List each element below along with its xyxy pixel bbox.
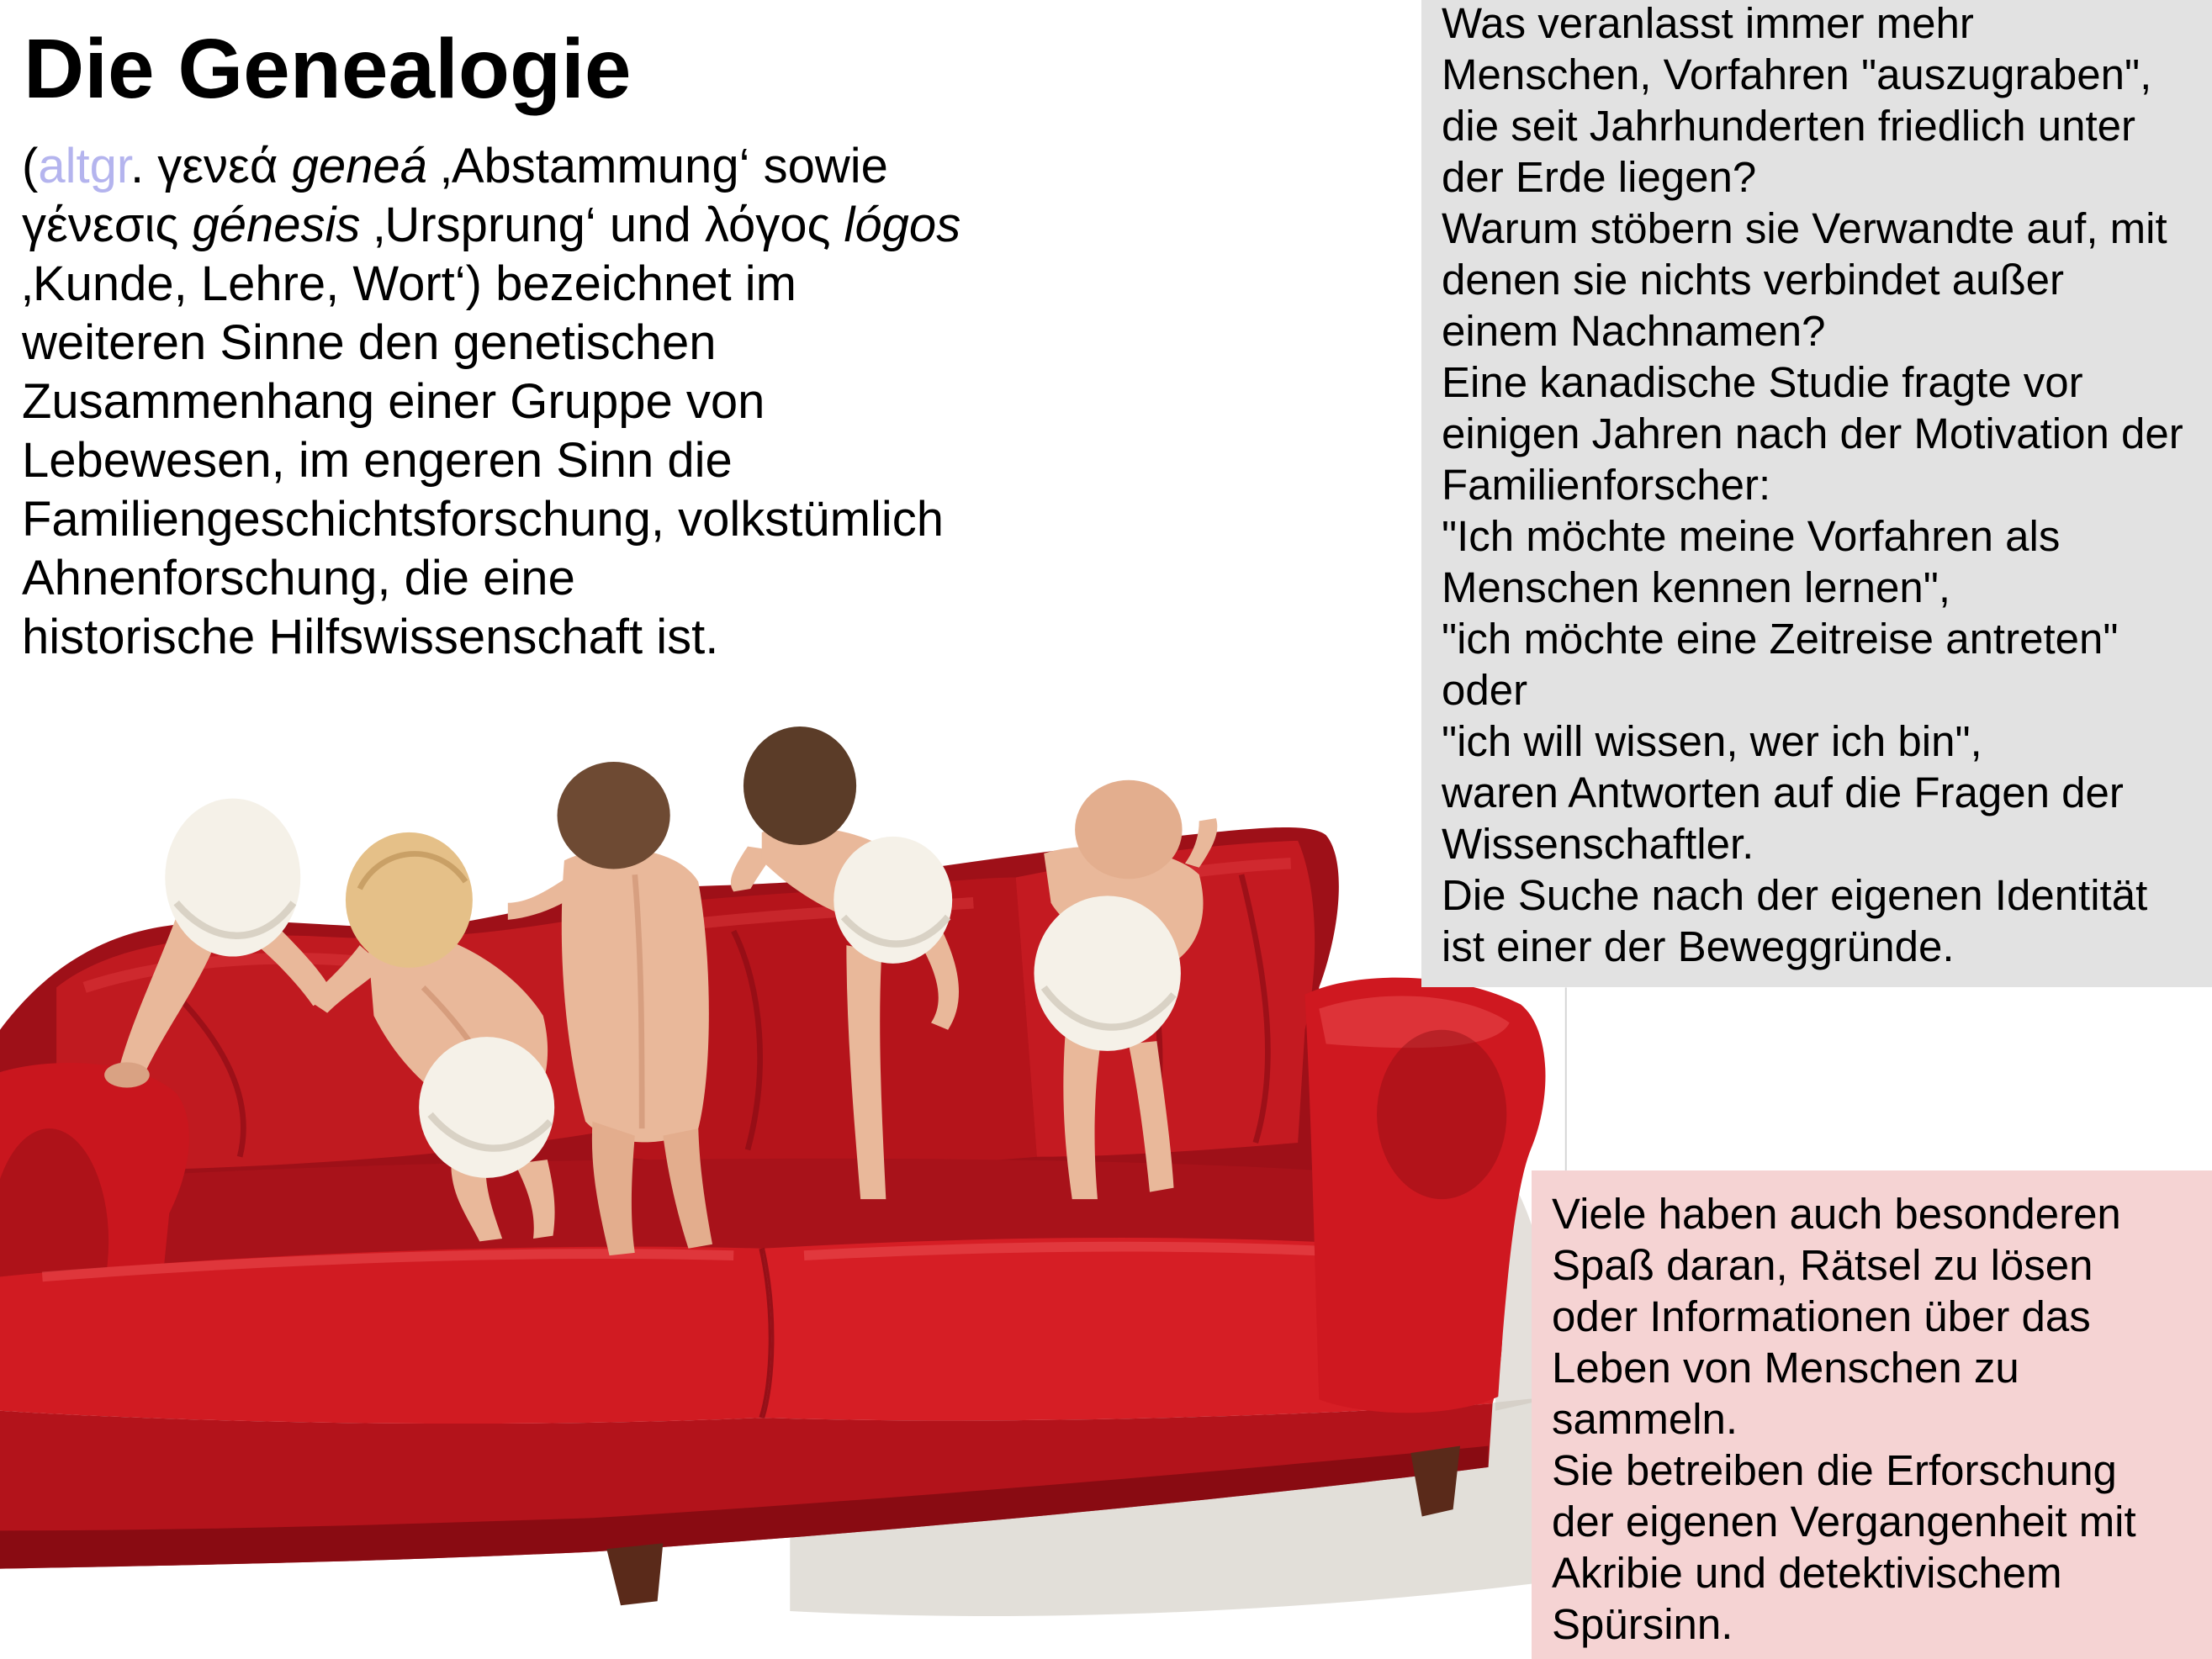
sofa-leg-middle [606,1543,663,1605]
fun-line: Viele haben auch besonderen [1552,1190,2121,1238]
fun-line: der eigenen Vergangenheit mit [1552,1498,2136,1545]
fun-line: Spürsinn. [1552,1600,1733,1648]
sofa-arm-right-scroll [1377,1030,1506,1199]
motivation-line: "ich möchte eine Zeitreise antreten" [1442,615,2119,663]
definition-paragraph [22,137,960,667]
definition-italic-term: génesis [192,198,361,252]
motivation-line: Warum stöbern sie Verwandte auf, mit [1442,204,2167,252]
motivation-line: Die Suche nach der eigenen Identität [1442,871,2148,919]
fun-line: Leben von Menschen zu [1552,1344,2019,1392]
motivation-line: einigen Jahren nach der Motivation der [1442,409,2183,457]
definition-text: ‚Ursprung‘ und λόγος [360,198,844,252]
motivation-line: Menschen kennen lernen", [1442,563,1951,611]
definition-line: historische Hilfswissenschaft ist. [22,610,719,664]
definition-line: Familiengeschichtsforschung, volkstümlich [22,492,944,547]
definition-line: Ahnenforschung, die eine [22,551,575,605]
motivation-line: denen sie nichts verbindet außer [1442,256,2064,304]
definition-line: ‚Kunde, Lehre, Wort‘) bezeichnet im [22,256,796,311]
motivation-line: Eine kanadische Studie fragte vor [1442,358,2083,406]
motivation-box [1421,0,2212,987]
motivation-line: "Ich möchte meine Vorfahren als [1442,512,2061,560]
definition-text: ( [22,139,39,193]
fun-line: sammeln. [1552,1395,1738,1443]
definition-line: weiteren Sinne den genetischen [22,315,717,370]
motivation-line: Was veranlasst immer mehr [1442,0,1974,47]
fun-line: oder Informationen über das [1552,1292,2091,1340]
fun-line: Sie betreiben die Erforschung [1552,1446,2117,1494]
motivation-line: Wissenschaftler. [1442,820,1754,868]
motivation-line: ist einer der Beweggründe. [1442,922,1955,970]
motivation-line: oder [1442,666,1528,714]
fun-box [1532,1170,2212,1659]
motivation-line: die seit Jahrhunderten friedlich unter [1442,102,2135,150]
page-title: Die Genealogie [24,22,632,116]
fun-line: Spaß daran, Rätsel zu lösen [1552,1241,2093,1289]
definition-line: Lebewesen, im engeren Sinn die [22,433,733,488]
motivation-line: einem Nachnamen? [1442,307,1826,355]
motivation-text [1442,0,2212,972]
motivation-line: waren Antworten auf die Fragen der [1442,769,2124,816]
motivation-line: Familienforscher: [1442,461,1771,509]
motivation-line: Menschen, Vorfahren "auszugraben", [1442,50,2152,98]
motivation-line: der Erde liegen? [1442,153,1757,201]
definition-text: γένεσις [22,198,193,252]
definition-italic-term: lógos [844,198,961,252]
fun-line: Akribie und detektivischem [1552,1549,2062,1597]
definition-line [22,196,960,255]
definition-italic-term: geneá [291,139,427,193]
definition-text: . γενεά [130,139,292,193]
definition-line: Zusammenhang einer Gruppe von [22,374,765,429]
motivation-line: "ich will wissen, wer ich bin", [1442,717,1982,765]
definition-text: ‚Abstammung‘ sowie [426,139,888,193]
altgr-link[interactable]: altgr [38,139,130,193]
definition-line [22,137,960,196]
